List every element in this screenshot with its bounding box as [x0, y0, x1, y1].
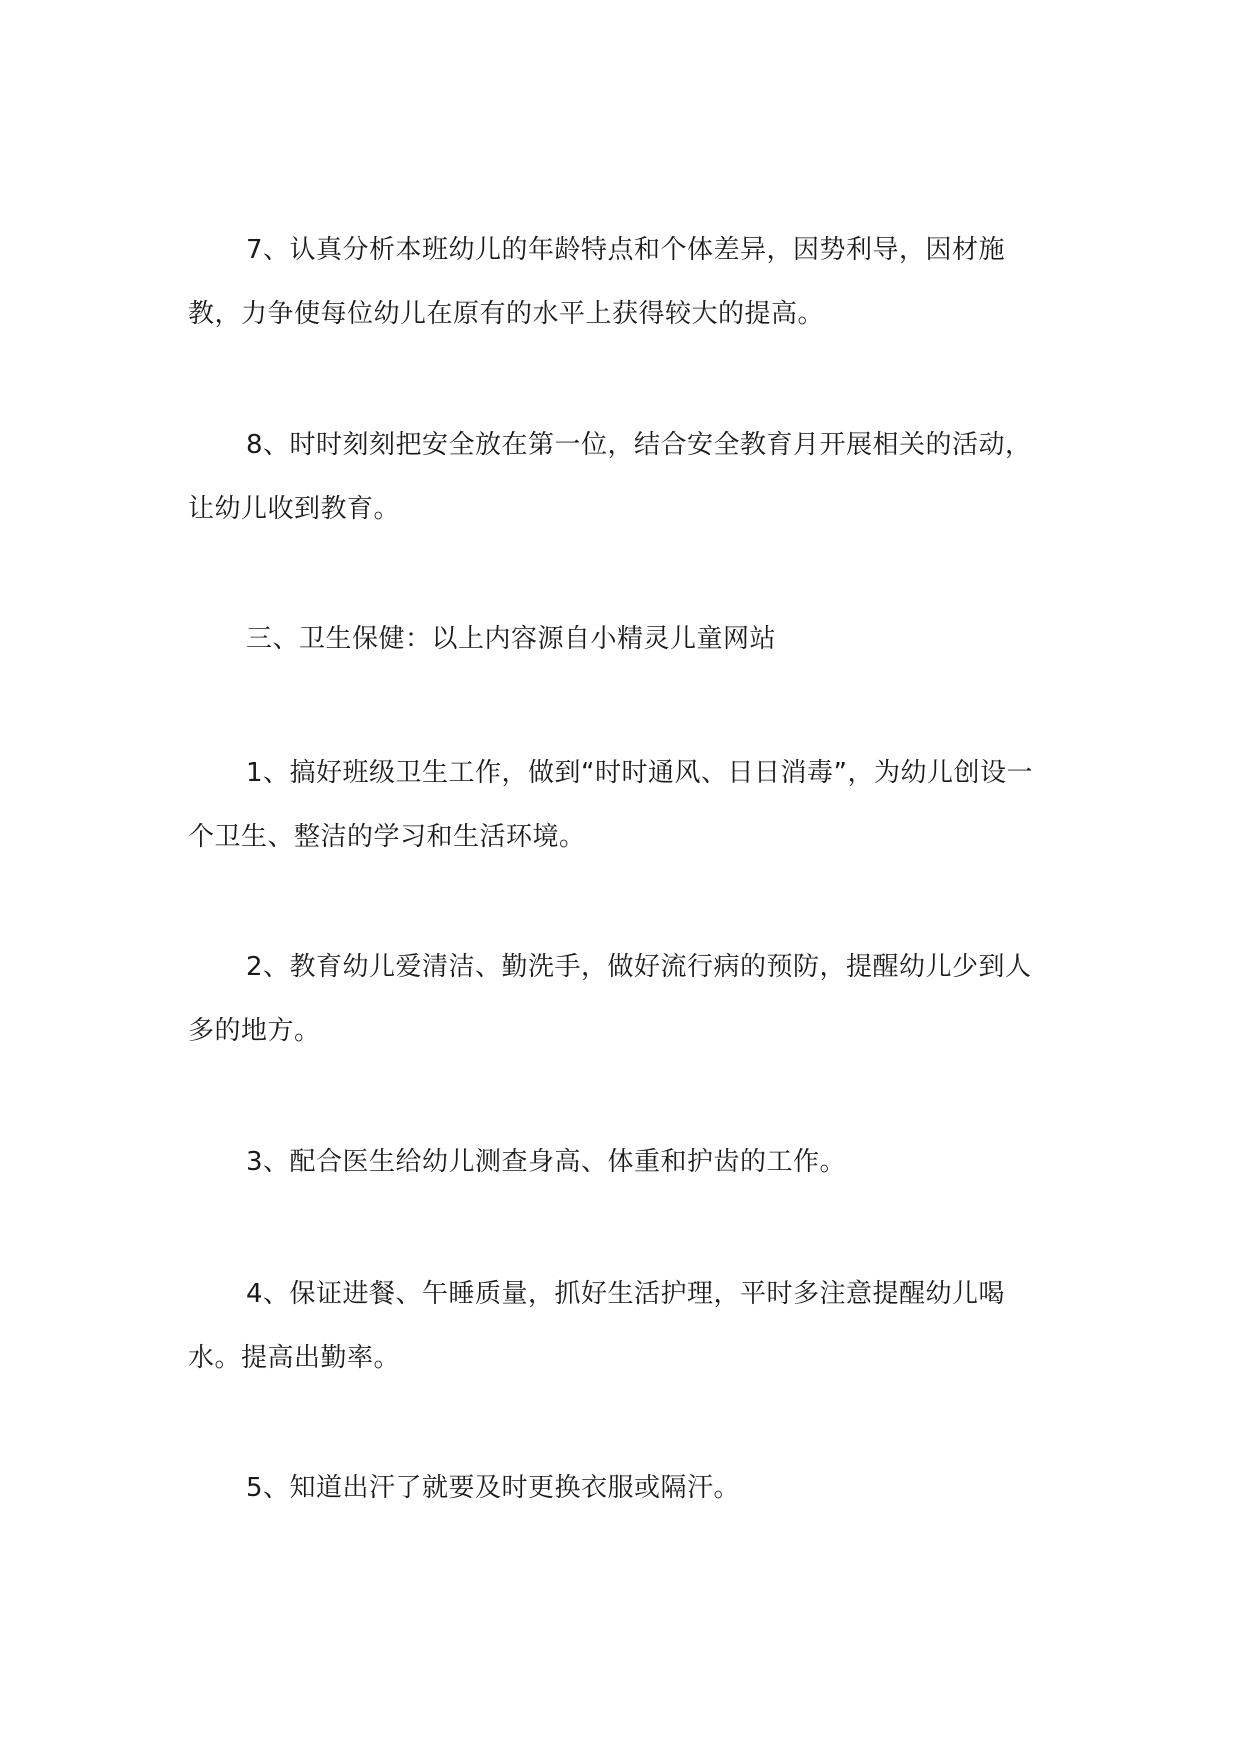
paragraph-item-7: 7、认真分析本班幼儿的年龄特点和个体差异，因势利导，因材施教，力争使每位幼儿在原有的水平上获得较大的提高。	[188, 235, 1006, 329]
paragraph-item-4: 4、保证进餐、午睡质量，抓好生活护理，平时多注意提醒幼儿喝水。提高出勤率。	[188, 1279, 1006, 1373]
paragraph-item-3: 3、配合医生给幼儿测查身高、体重和护齿的工作。	[246, 1147, 847, 1177]
paragraph-item-8: 8、时时刻刻把安全放在第一位，结合安全教育月开展相关的活动，让幼儿收到教育。	[188, 430, 1032, 524]
paragraph-item-5: 5、知道出汗了就要及时更换衣服或隔汗。	[246, 1473, 741, 1503]
section-heading-hygiene: 三、卫生保健：以上内容源自小精灵儿童网站	[246, 624, 777, 654]
paragraph-item-1: 1、搞好班级卫生工作，做到“时时通风、日日消毒”，为幼儿创设一个卫生、整洁的学习和生活环境。	[188, 758, 1033, 852]
paragraph-item-2: 2、教育幼儿爱清洁、勤洗手，做好流行病的预防，提醒幼儿少到人多的地方。	[188, 952, 1032, 1046]
